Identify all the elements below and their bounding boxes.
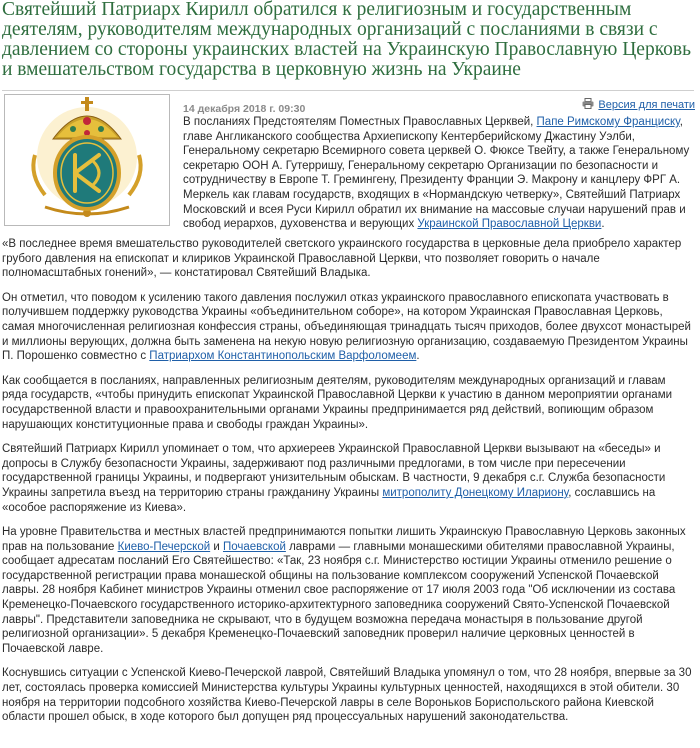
- paragraph-1: «В последнее время вмешательство руководителей светского украинского государства в церковные дела приобрело характер грубого давления на епископат и клириков Украинской Православной Церкви, что позволяет говорить о начале полномасштабных гонений», — констатировал Святейший Владыка.: [2, 238, 682, 280]
- paragraph-5: [2, 525, 694, 656]
- kiev-pechersk-link[interactable]: Киево-Печерской: [117, 540, 211, 553]
- paragraph-2-text-1: Он отметил, что поводом к усилению такого давления послужил отказ украинского православного епископата участвовать в получившем поддержку руководства Украины «объединительном соборе», на котором Украинская Православная Церковь, самая многочисленная религиозная конфессия страны, объединяющая тринадцать тысяч приходов, более двухсот монастырей и миллионы верующих, должна быть заменена на некую новую религиозную организацию, создаваемую Президентом Украины П. Порошенко совместно с: [2, 291, 691, 363]
- intro-text-3: .: [601, 218, 605, 231]
- paragraph-5-text-1: На уровне Правительства и местных властей предпринимаются попытки лишить Украинскую Православную Церковь законных прав на пользование: [2, 526, 686, 553]
- article-date: 14 декабря 2018 г. 09:30: [183, 103, 306, 115]
- patriarch-emblem-icon: [4, 94, 170, 226]
- paragraph-6: Коснувшись ситуации с Успенской Киево-Печерской лаврой, Святейший Владыка упомянул о том, что 28 ноября, впервые за 30 лет, состоялась проверка комиссией Министерства культуры Украины культурных ценностей, находящихся в этой обители. 30 ноября на территории подсобного хозяйства Киево-Печерской лавры в селе Вороньков Бориспольского района Киевской области прошел обыск, в ходе которого был допущен ряд процессуальных нарушений законодательства.: [2, 667, 692, 724]
- paragraph-4-text-2: , сославшись на «особое распоряжение из Киева».: [2, 486, 656, 514]
- print-version-label: Версия для печати: [598, 99, 695, 111]
- paragraph-5-text-3: лаврами — главными монашескими обителями православной Украины, сообщает адресатам посланий Его Святейшество: «Так, 23 ноября с.г. Министерство юстиции Украины отменило решение о государственной регистрации права монашеской общины на пользование комплексом сооружений Успенской Почаевской лавры. 28 ноября Кабинет министров Украины отменил свое распоряжение от 17 июля 2003 года "Об исключении из состава Кременецко-Почаевского государственного историко-архитектурного заповедника сооружений Свято-Успенской Почаевской лавры". Представители заповедника не скрывают, что в будущем возможна передача монастыря в пользование другой религиозной организации». 5 декабря Кременецко-Почаевский заповедник проверил наличие церковных ценностей в Почаевской лавре.: [2, 540, 676, 655]
- paragraph-2-text-2: .: [416, 350, 420, 363]
- uoc-link[interactable]: Украинской Православной Церкви: [417, 218, 602, 231]
- paragraph-4: [2, 442, 694, 515]
- intro-text-2: , главе Англиканского сообщества Архиепископу Кентерберийскому Джастину Уэлби, Генеральному секретарю Всемирного совета церквей О. Фюксе Твейту, а также Генеральному секретарю ООН А. Гутерришу, Генеральному секретарю Организации по безопасности и сотрудничеству в Европе Т. Гремингену, Президенту Франции Э. Макрону и канцлеру ФРГ А. Меркель как главам государств, входящих в «Нормандскую четверку», Святейший Патриарх Московский и всея Руси Кирилл обратил их внимание на массовые случаи нарушений прав и свобод иерархов, духовенства и верующих: [183, 116, 690, 231]
- intro-paragraph: [183, 115, 695, 232]
- article-title: Святейший Патриарх Кирилл обратился к религиозным и государственным деятелям, руководителям международных организаций с посланиями в связи с давлением со стороны украинских властей на Украинскую Православную Церковь и вмешательством государства в церковную жизнь на Украине: [2, 0, 692, 80]
- paragraph-3: Как сообщается в посланиях, направленных религиозным деятелям, руководителям международных организаций и главам ряда государств, «чтобы принудить епископат Украинской Православной Церкви к участию в данном мероприятии органами государственной власти и правоохранительными органами Украины предпринимается ряд действий, вопиющим образом нарушающих конституционные права и свободы граждан Украины».: [2, 374, 673, 431]
- paragraph-5-text-2: и: [210, 540, 223, 553]
- paragraph-4-text-1: Святейший Патриарх Кирилл упоминает о том, что архиереев Украинской Православной Церкви вызывают на «беседы» и допросы в Службу безопасности Украины, задерживают под различными предлогами, в том числе при пересечении государственной границы Украины, и подвергают унизительным обыскам. В частности, 9 декабря с.г. Служба безопасности Украины запретила въезд на территорию страны гражданину Украины: [2, 443, 666, 499]
- intro-text-1: В посланиях Предстоятелям Поместных Православных Церквей,: [183, 116, 537, 128]
- metropolitan-hilarion-link[interactable]: митрополиту Донецкому Илариону: [382, 486, 569, 499]
- pope-francis-link[interactable]: Папе Римскому Франциску: [536, 116, 680, 128]
- paragraph-2: [2, 291, 694, 364]
- pochaev-link[interactable]: Почаевской: [222, 540, 286, 553]
- article-header: [2, 91, 694, 237]
- print-version-link[interactable]: [582, 98, 695, 112]
- bartholomew-link[interactable]: Патриархом Константинопольским Варфоломеем: [149, 350, 417, 363]
- printer-icon: [582, 98, 594, 112]
- article-meta: [183, 99, 695, 113]
